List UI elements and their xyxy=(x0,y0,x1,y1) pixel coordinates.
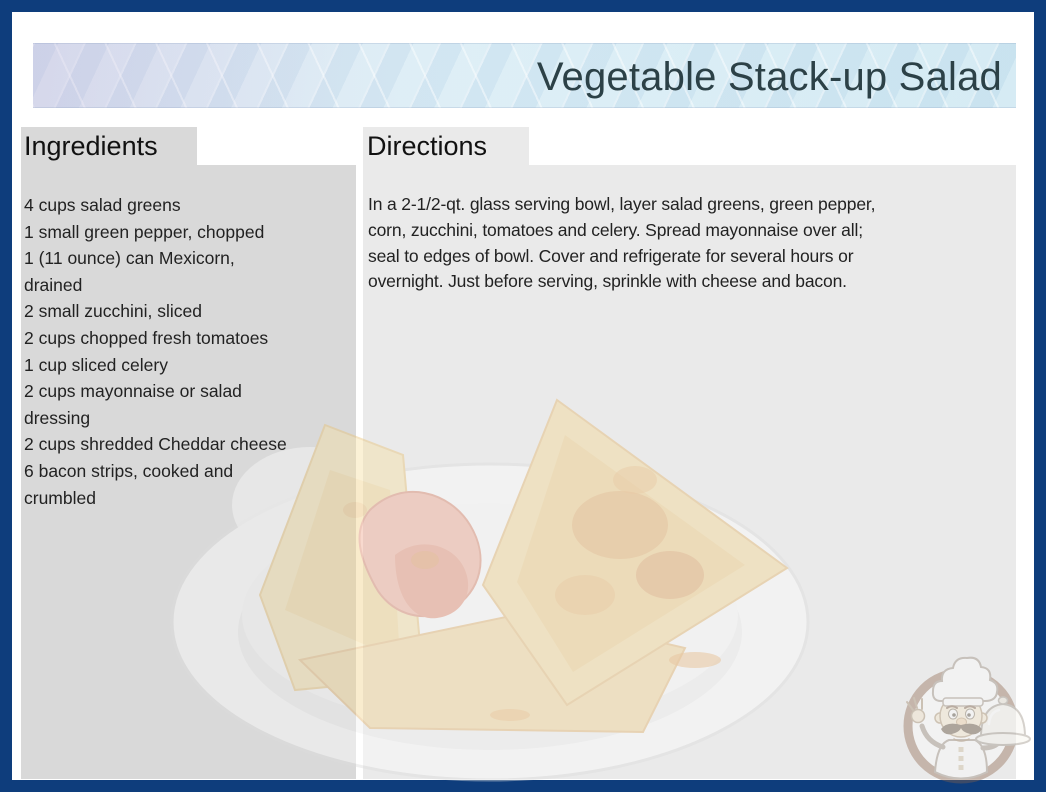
ingredient-line: 1 (11 ounce) can Mexicorn, xyxy=(24,248,235,269)
ingredient-line: crumbled xyxy=(24,487,96,508)
title-banner xyxy=(33,43,1016,108)
ingredient-line: 2 cups chopped fresh tomatoes xyxy=(24,327,269,348)
directions-line: In a 2-1/2-qt. glass serving bowl, layer salad greens, green pepper, xyxy=(368,194,876,214)
ingredient-line: 2 cups shredded Cheddar cheese xyxy=(24,434,287,455)
directions-panel xyxy=(363,165,1016,779)
ingredients-heading: Ingredients xyxy=(24,130,158,161)
ingredient-line: 2 small zucchini, sliced xyxy=(24,301,202,322)
recipe-title: Vegetable Stack-up Salad xyxy=(536,55,1002,99)
directions-heading: Directions xyxy=(367,130,488,161)
ingredients-list xyxy=(21,165,356,511)
ingredient-line: 1 cup sliced celery xyxy=(24,354,168,375)
ingredient-line: 6 bacon strips, cooked and xyxy=(24,460,234,481)
directions-text xyxy=(363,165,1016,295)
ingredient-line: drained xyxy=(24,274,83,295)
ingredient-line: 2 cups mayonnaise or salad xyxy=(24,381,242,402)
directions-line: corn, zucchini, tomatoes and celery. Spread mayonnaise over all; xyxy=(368,219,863,240)
directions-line: overnight. Just before serving, sprinkle with cheese and bacon. xyxy=(368,271,847,292)
directions-heading-box xyxy=(363,127,529,165)
ingredient-line: dressing xyxy=(24,407,91,428)
ingredient-line: 1 small green pepper, chopped xyxy=(24,221,265,242)
ingredients-panel xyxy=(21,165,356,779)
ingredient-line: 4 cups salad greens xyxy=(24,195,181,215)
directions-line: seal to edges of bowl. Cover and refrigerate for several hours or xyxy=(368,245,854,266)
ingredients-heading-box xyxy=(21,127,197,165)
